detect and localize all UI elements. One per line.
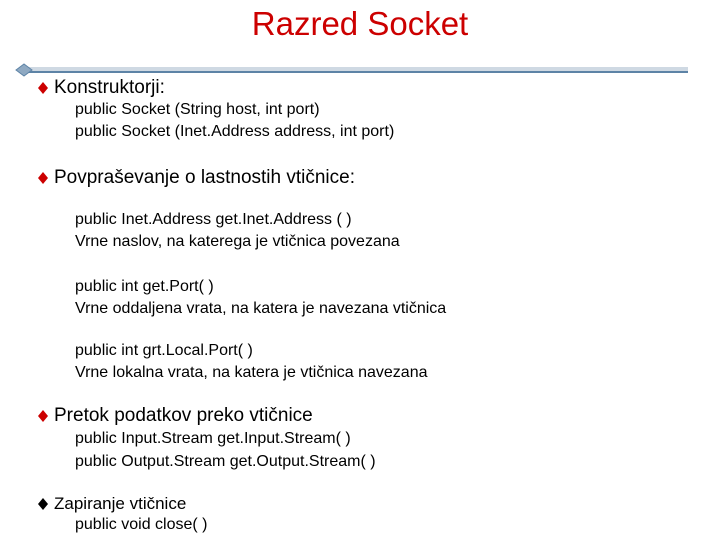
diamond-bullet-icon [36, 171, 50, 185]
description-line: Vrne lokalna vrata, na katera je vtičnica navezana [75, 364, 428, 381]
rule-knob-icon [16, 64, 32, 76]
code-line: public int get.Port( ) [75, 278, 214, 295]
code-line: public Input.Stream get.Input.Stream( ) [75, 430, 351, 447]
section-heading: Konstruktorji: [54, 77, 165, 98]
diamond-bullet-icon [36, 497, 50, 511]
diamond-bullet-icon [36, 409, 50, 423]
description-line: Vrne oddaljena vrata, na katera je navezana vtičnica [75, 300, 447, 317]
code-line: public Output.Stream get.Output.Stream( ) [75, 453, 376, 470]
diamond-bullet-icon [36, 81, 50, 95]
section-heading: Pretok podatkov preko vtičnice [54, 405, 313, 426]
section-closing [36, 492, 186, 516]
code-line: public int grt.Local.Port( ) [75, 342, 253, 359]
slide-title: Razred Socket [251, 5, 469, 42]
section-streams [36, 404, 313, 428]
description-line: Vrne naslov, na katerega je vtičnica povezana [75, 233, 400, 250]
code-line: public Socket (String host, int port) [75, 101, 320, 118]
section-constructors [36, 76, 165, 100]
code-line: public void close( ) [75, 516, 208, 533]
section-heading: Povpraševanje o lastnostih vtičnice: [54, 167, 355, 188]
code-line: public Inet.Address get.Inet.Address ( ) [75, 211, 352, 228]
section-properties [36, 166, 355, 190]
section-heading: Zapiranje vtičnice [54, 494, 187, 513]
code-line: public Socket (Inet.Address address, int port) [75, 123, 395, 140]
